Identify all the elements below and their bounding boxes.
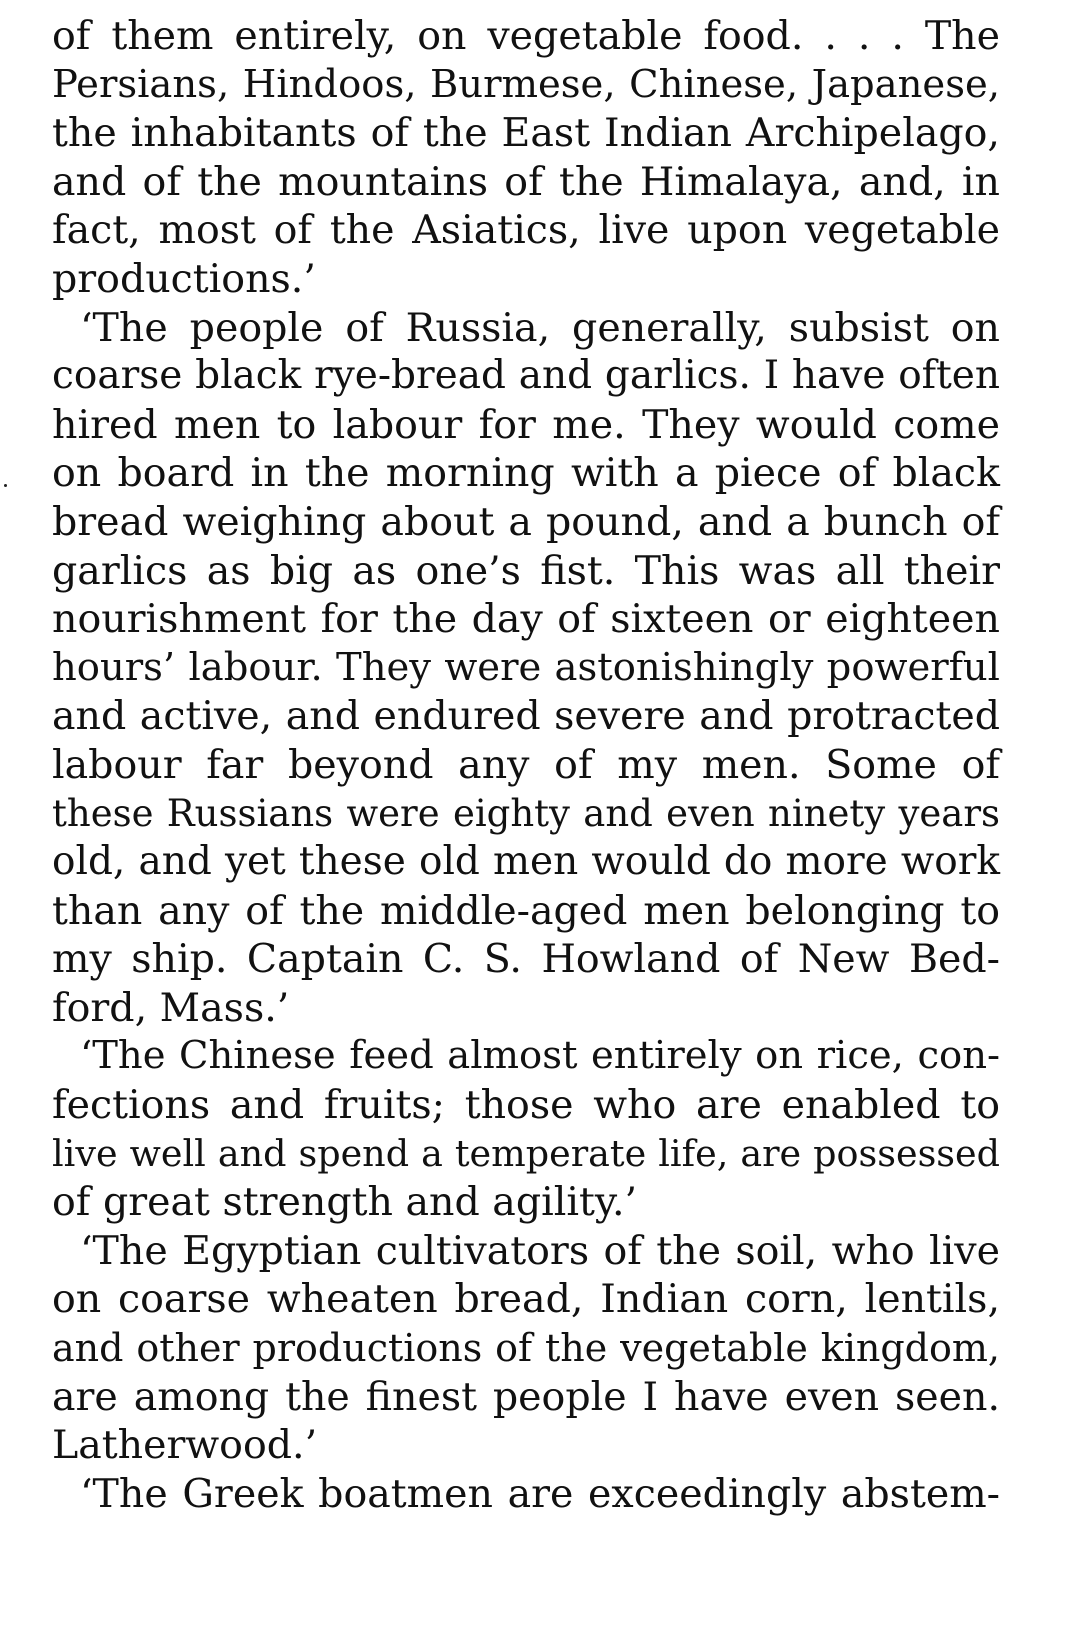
text-line: of them entirely, on vegetable food. . . . The	[52, 13, 1000, 59]
text-line: labour far beyond any of my men. Some of	[52, 741, 1000, 788]
paragraph-russia	[52, 304, 1000, 1033]
text-line: on board in the morning with a piece of black	[52, 450, 1000, 497]
text-line: these Russians were eighty and even ninety years	[52, 791, 1000, 835]
text-line: fections and fruits; those who are enabled to	[52, 1082, 1000, 1129]
paragraph-chinese	[52, 1032, 1000, 1226]
text-line: fact, most of the Asiatics, live upon vegetable	[52, 207, 1000, 254]
text-line: of great strength and agility.’	[52, 1179, 638, 1226]
text-line: and of the mountains of the Himalaya, and, in	[52, 158, 1000, 205]
text-line: live well and spend a temperate life, are possessed	[52, 1131, 1000, 1175]
text-line: hired men to labour for me. They would come	[52, 401, 1000, 448]
text-line: ‘The Egyptian cultivators of the soil, who live	[80, 1227, 1000, 1274]
text-line: are among the finest people I have even seen.	[52, 1373, 1000, 1420]
text-line: ‘The Chinese feed almost entirely on rice, con-	[80, 1033, 1000, 1079]
text-line: garlics as big as one’s fist. This was all their	[52, 547, 1000, 594]
text-line: ford, Mass.’	[52, 984, 290, 1031]
book-page-text	[52, 12, 1000, 1518]
text-line: old, and yet these old men would do more work	[52, 839, 1000, 885]
text-line: the inhabitants of the East Indian Archipelago,	[52, 110, 1000, 157]
text-line: than any of the middle-aged men belonging to	[52, 887, 1000, 934]
text-line: nourishment for the day of sixteen or eighteen	[52, 596, 1000, 643]
text-line: on coarse wheaten bread, Indian corn, lentils,	[52, 1276, 1000, 1323]
text-line: ‘The Greek boatmen are exceedingly abstem-	[80, 1470, 1000, 1517]
text-line: and other productions of the vegetable kingdom,	[52, 1326, 1000, 1371]
text-line: my ship. Captain C. S. Howland of New Bed-	[52, 936, 1000, 983]
text-line: Persians, Hindoos, Burmese, Chinese, Japanese,	[52, 61, 1000, 107]
text-line: coarse black rye-bread and garlics. I have often	[52, 353, 1000, 399]
text-line: ‘The people of Russia, generally, subsist on	[80, 304, 1000, 351]
scan-speck	[4, 484, 7, 487]
text-line: hours’ labour. They were astonishingly powerful	[52, 644, 1000, 690]
text-line: Latherwood.’	[52, 1422, 318, 1469]
text-line: productions.’	[52, 255, 316, 302]
text-line: bread weighing about a pound, and a bunch of	[52, 498, 1000, 545]
paragraph-vegetable-food	[52, 12, 1000, 304]
text-line: and active, and endured severe and protracted	[52, 693, 1000, 740]
paragraph-egyptian	[52, 1227, 1000, 1470]
paragraph-greek	[52, 1470, 1000, 1519]
